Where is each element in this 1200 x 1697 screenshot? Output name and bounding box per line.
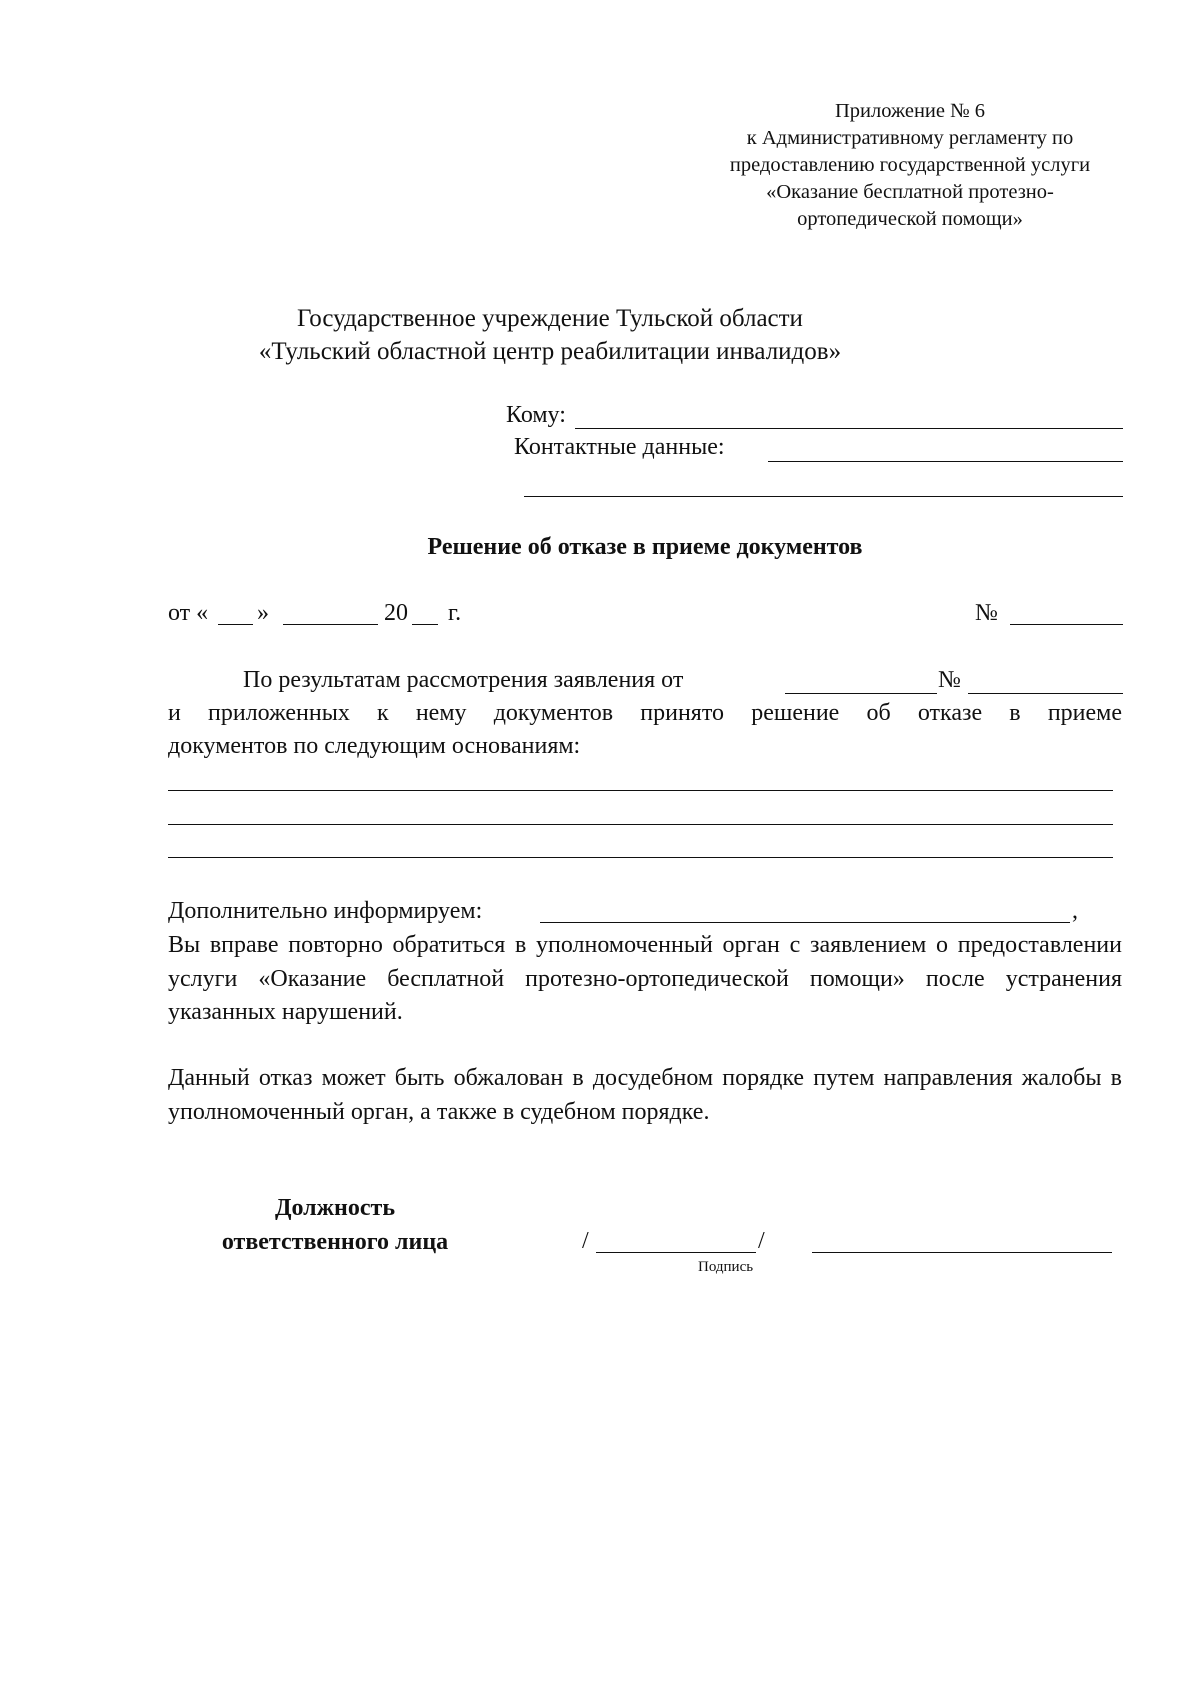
annex-block <box>670 98 1150 233</box>
signature-slash-close: / <box>758 1228 765 1254</box>
additional-info-label: Дополнительно информируем: <box>168 898 483 924</box>
institution-heading <box>200 302 900 368</box>
reapply-paragraph: Вы вправе повторно обратиться в уполномоченный орган с заявлением о предоставлении услуги «Оказание бесплатной протезно-ортопедической помощи» после устранения указанных нарушений. <box>168 932 1122 1025</box>
additional-info-comma: , <box>1072 898 1078 924</box>
date-quote-close: » <box>257 600 269 626</box>
annex-line-4: «Оказание бесплатной протезно- <box>766 181 1054 203</box>
grounds-line-1[interactable] <box>168 790 1113 791</box>
official-position-line-2: ответственного лица <box>221 1229 449 1255</box>
application-number-line[interactable] <box>968 693 1123 694</box>
date-year-line[interactable] <box>412 624 438 625</box>
institution-line-1: Государственное учреждение Тульской области <box>297 305 803 332</box>
grounds-line-2[interactable] <box>168 824 1113 825</box>
application-date-line[interactable] <box>785 693 937 694</box>
grounds-line-3[interactable] <box>168 857 1113 858</box>
intro-text-line-2: и приложенных к нему документов принято решение об отказе в приеме <box>168 700 1122 726</box>
contacts-field-line[interactable] <box>768 461 1123 462</box>
signature-slash-open: / <box>582 1228 589 1254</box>
annex-line-2: к Административному регламенту по <box>746 127 1074 149</box>
annex-line-3: предоставлению государственной услуги <box>729 154 1091 176</box>
contacts-label: Контактные данные: <box>514 434 725 460</box>
name-line[interactable] <box>812 1252 1112 1253</box>
additional-info-line[interactable] <box>540 922 1070 923</box>
to-field-line[interactable] <box>575 428 1123 429</box>
signature-caption: Подпись <box>698 1259 754 1275</box>
date-month-line[interactable] <box>283 624 378 625</box>
document-title: Решение об отказе в приеме документов <box>427 534 863 560</box>
to-label: Кому: <box>506 402 566 428</box>
application-number-label: № <box>938 667 961 693</box>
institution-line-2: «Тульский областной центр реабилитации инвалидов» <box>258 338 842 365</box>
date-year-suffix: г. <box>448 600 462 626</box>
document-number-label: № <box>975 600 998 626</box>
date-day-line[interactable] <box>218 624 253 625</box>
appeal-paragraph: Данный отказ может быть обжалован в досудебном порядке путем направления жалобы в уполномоченный орган, а также в судебном порядке. <box>168 1065 1122 1125</box>
intro-text-part-1: По результатам рассмотрения заявления от <box>243 667 684 693</box>
date-from-prefix: от « <box>168 600 209 626</box>
contacts-field-line-2[interactable] <box>524 496 1123 497</box>
annex-line-5: ортопедической помощи» <box>797 208 1023 230</box>
annex-number: Приложение № 6 <box>834 100 986 122</box>
official-position-line-1: Должность <box>274 1195 396 1221</box>
date-year-prefix: 20 <box>384 600 408 626</box>
intro-text-line-3: документов по следующим основаниям: <box>168 733 581 759</box>
signature-line[interactable] <box>596 1252 756 1253</box>
document-number-line[interactable] <box>1010 624 1123 625</box>
